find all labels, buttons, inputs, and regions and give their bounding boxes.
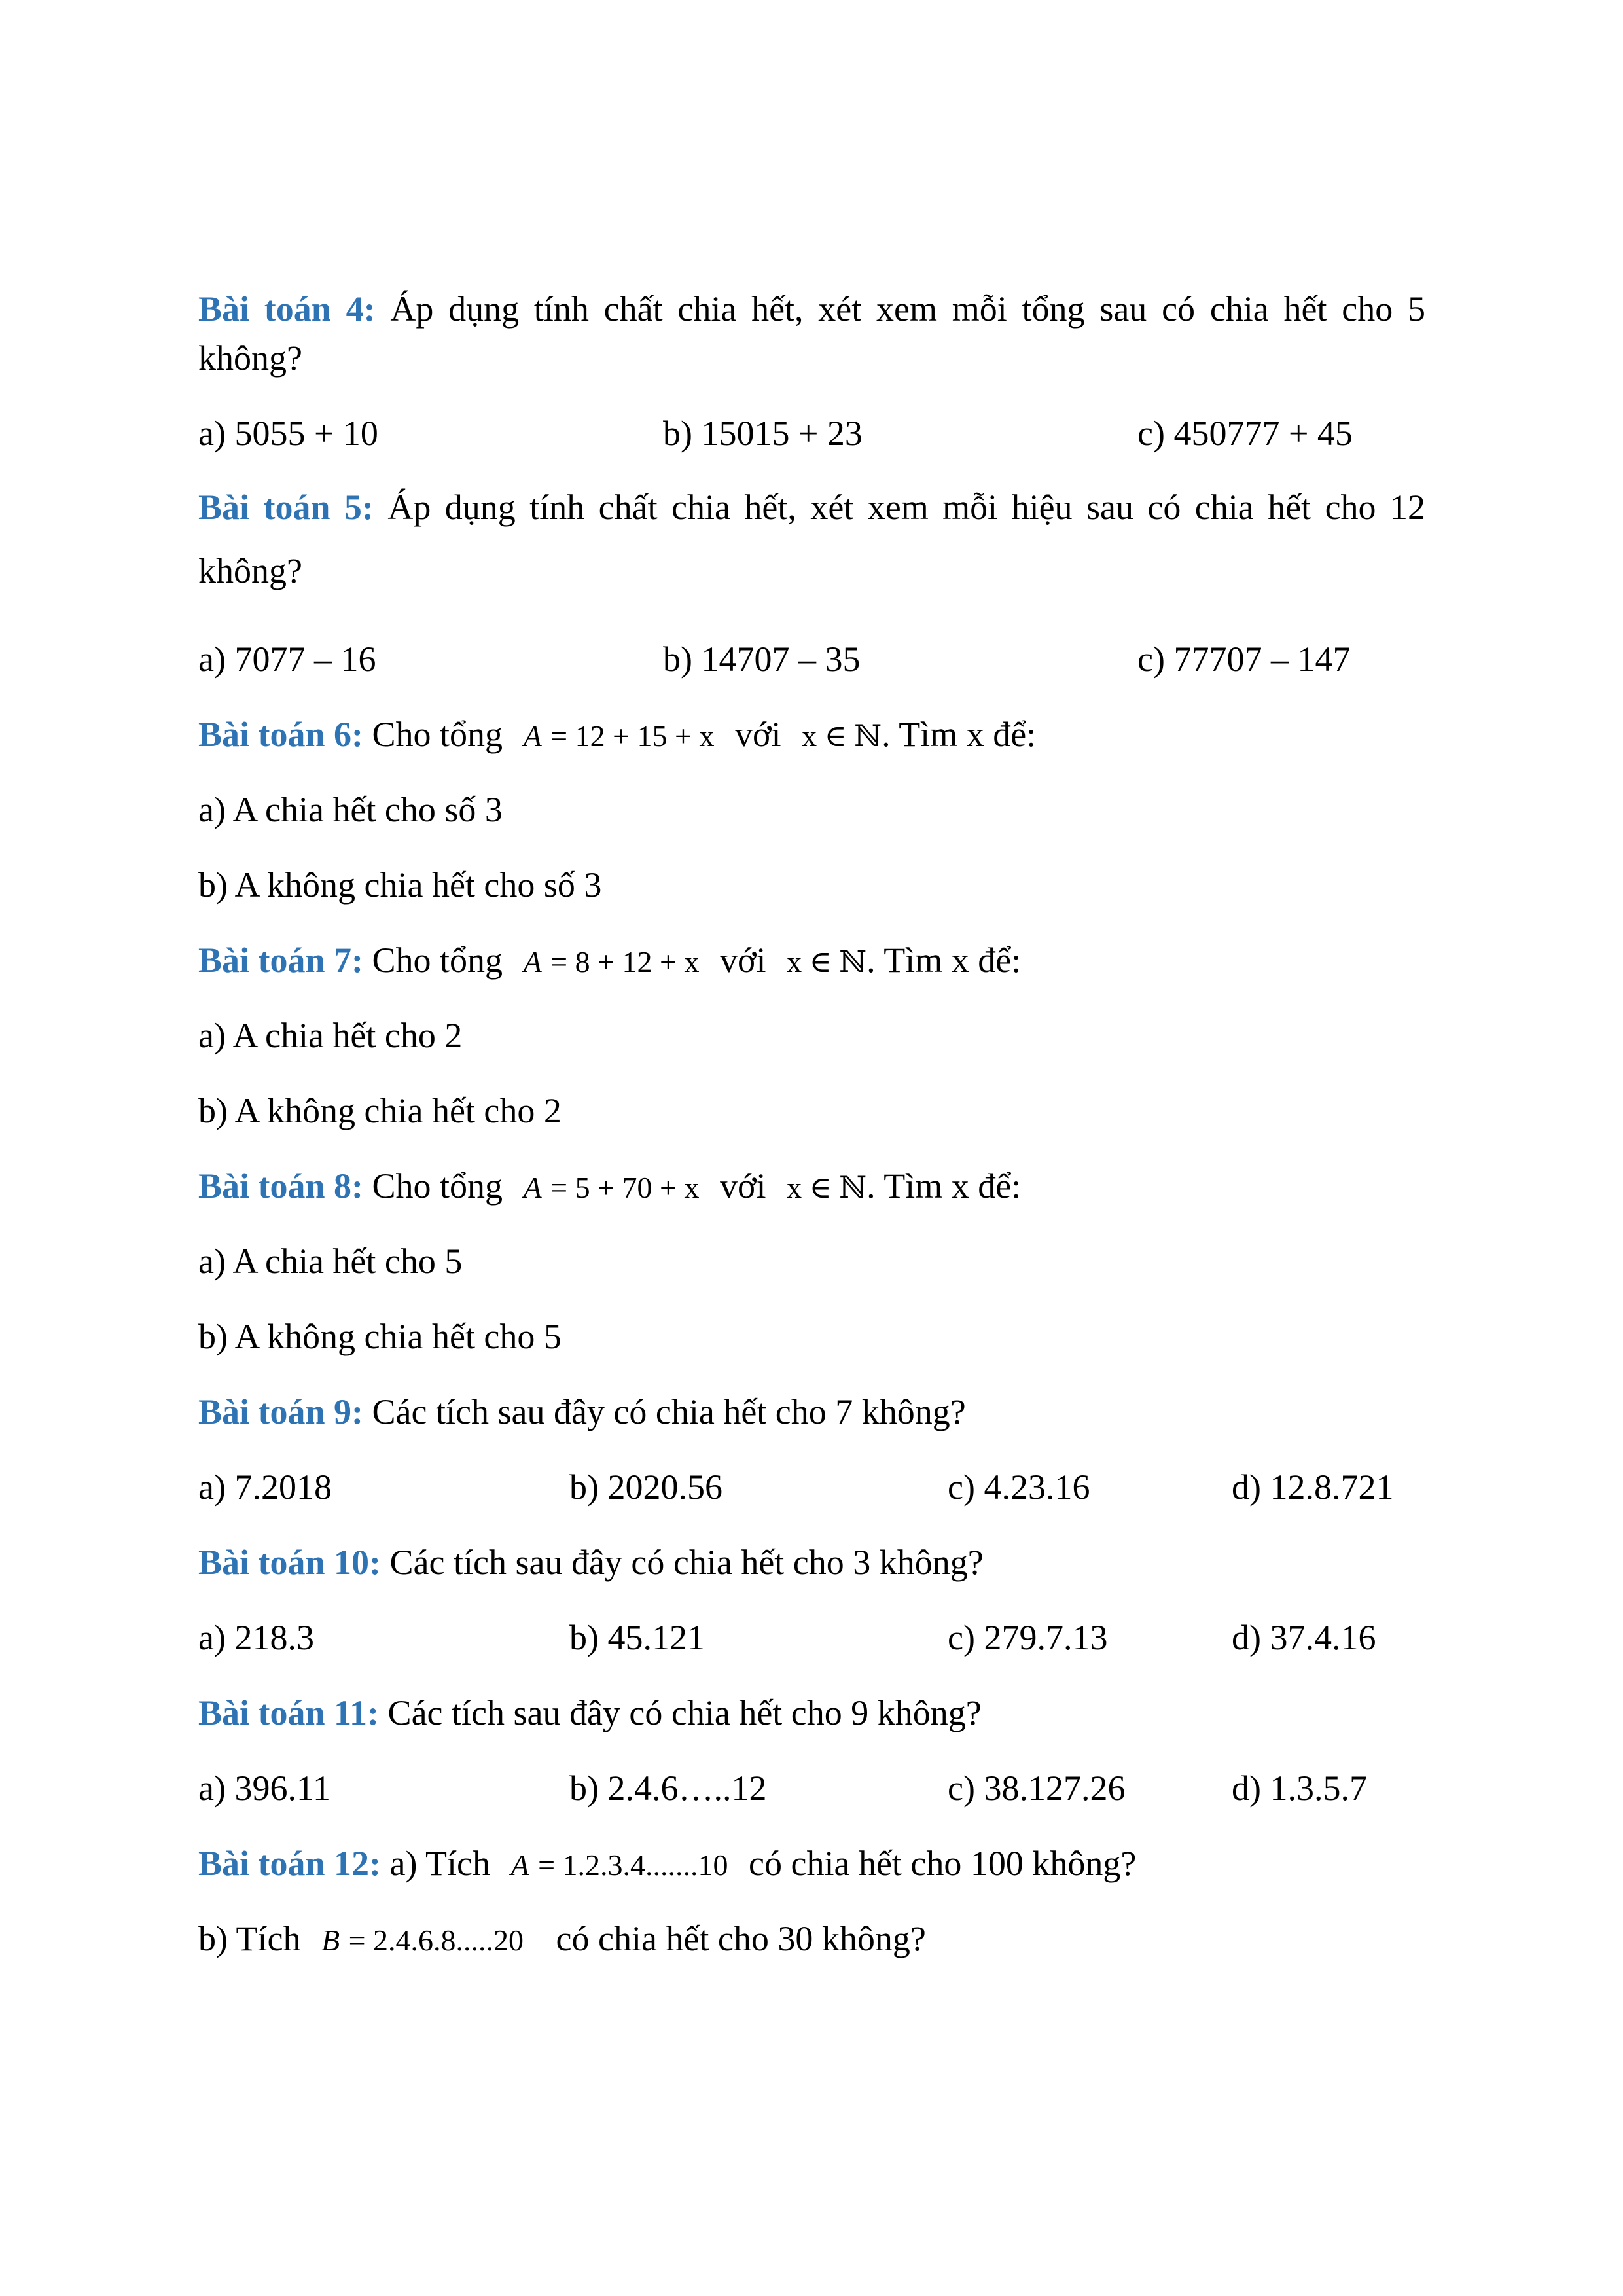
problem-5-text-cont: không? <box>198 551 302 590</box>
problem-12-a-prefix: a) Tích <box>389 1844 490 1883</box>
problem-8-condition: x ∈ ℕ <box>787 1171 867 1204</box>
problem-7-statement <box>198 939 1021 983</box>
problem-6-with: với <box>735 715 781 754</box>
problem-10-statement <box>198 1541 984 1583</box>
problem-4-option-b: b) 15015 + 23 <box>663 414 863 453</box>
problem-10-option-d: d) 37.4.16 <box>1232 1618 1376 1657</box>
problem-7-condition: x ∈ ℕ <box>787 945 867 978</box>
problem-12-a-formula: = 1.2.3.4.......10 <box>538 1848 728 1882</box>
problem-11-option-c: c) 38.127.26 <box>948 1768 1126 1808</box>
problem-6-condition: x ∈ ℕ <box>802 719 882 753</box>
problem-7-label: Bài toán 7: <box>198 941 364 980</box>
problem-10-option-b: b) 45.121 <box>569 1618 705 1657</box>
problem-12-b-prefix: b) Tích <box>198 1919 301 1958</box>
problem-7-part-a: a) A chia hết cho 2 <box>198 1016 463 1055</box>
problem-9-option-c: c) 4.23.16 <box>948 1467 1090 1507</box>
problem-10-option-a: a) 218.3 <box>198 1618 314 1657</box>
problem-9-option-d: d) 12.8.721 <box>1232 1467 1394 1507</box>
problem-12-b-suffix: có chia hết cho 30 không? <box>556 1919 926 1958</box>
problem-12-a-suffix: có chia hết cho 100 không? <box>749 1844 1137 1883</box>
problem-5-label: Bài toán 5: <box>198 488 374 527</box>
problem-6-formula-var: A <box>523 719 542 753</box>
problem-4-label: Bài toán 4: <box>198 289 376 329</box>
problem-7-with: với <box>720 941 766 980</box>
problem-12-a-var: A <box>510 1848 529 1882</box>
problem-8-part-b: b) A không chia hết cho 5 <box>198 1317 562 1356</box>
problem-12-b-var: B <box>321 1924 340 1957</box>
problem-6-formula: = 12 + 15 + x <box>550 719 715 753</box>
problem-8-statement <box>198 1165 1021 1209</box>
problem-11-label: Bài toán 11: <box>198 1693 380 1732</box>
problem-11-option-b: b) 2.4.6…..12 <box>569 1768 767 1808</box>
problem-9-label: Bài toán 9: <box>198 1392 364 1431</box>
problem-8-formula: = 5 + 70 + x <box>550 1171 700 1204</box>
problem-6-part-b: b) A không chia hết cho số 3 <box>198 865 602 905</box>
problem-6-prefix: Cho tổng <box>372 715 503 754</box>
problem-5-text: Áp dụng tính chất chia hết, xét xem mỗi hiệu sau có chia hết cho 12 <box>387 488 1425 527</box>
problem-6-label: Bài toán 6: <box>198 715 364 754</box>
problem-8-suffix: . Tìm x để: <box>866 1166 1022 1206</box>
problem-8-prefix: Cho tổng <box>372 1166 503 1206</box>
problem-4-option-c: c) 450777 + 45 <box>1137 414 1353 453</box>
problem-8-with: với <box>720 1166 766 1206</box>
problem-5-statement <box>198 486 1425 528</box>
problem-5-option-a: a) 7077 – 16 <box>198 639 376 679</box>
problem-7-suffix: . Tìm x để: <box>866 941 1022 980</box>
problem-8-part-a: a) A chia hết cho 5 <box>198 1242 463 1281</box>
problem-8-formula-var: A <box>523 1171 542 1204</box>
problem-7-formula: = 8 + 12 + x <box>550 945 700 978</box>
problem-5-option-b: b) 14707 – 35 <box>663 639 861 679</box>
problem-12-part-a <box>198 1842 1136 1886</box>
problem-11-text: Các tích sau đây có chia hết cho 9 không? <box>387 1693 982 1732</box>
problem-4-option-a: a) 5055 + 10 <box>198 414 378 453</box>
problem-11-option-d: d) 1.3.5.7 <box>1232 1768 1367 1808</box>
problem-10-text: Các tích sau đây có chia hết cho 3 không? <box>389 1543 984 1582</box>
problem-9-text: Các tích sau đây có chia hết cho 7 không? <box>372 1392 966 1431</box>
problem-7-formula-var: A <box>523 945 542 978</box>
problem-4-statement <box>198 288 1425 330</box>
problem-12-part-b <box>198 1918 926 1962</box>
problem-9-statement <box>198 1391 966 1433</box>
problem-10-option-c: c) 279.7.13 <box>948 1618 1108 1657</box>
problem-7-part-b: b) A không chia hết cho 2 <box>198 1091 562 1130</box>
problem-9-option-b: b) 2020.56 <box>569 1467 722 1507</box>
problem-12-label: Bài toán 12: <box>198 1844 382 1883</box>
problem-7-prefix: Cho tổng <box>372 941 503 980</box>
problem-8-label: Bài toán 8: <box>198 1166 364 1206</box>
problem-9-option-a: a) 7.2018 <box>198 1467 332 1507</box>
problem-12-b-formula: = 2.4.6.8.....20 <box>348 1924 524 1957</box>
problem-6-suffix: . Tìm x để: <box>882 715 1037 754</box>
problem-6-part-a: a) A chia hết cho số 3 <box>198 790 503 829</box>
problem-6-statement <box>198 713 1036 757</box>
problem-5-option-c: c) 77707 – 147 <box>1137 639 1351 679</box>
problem-4-text: Áp dụng tính chất chia hết, xét xem mỗi tổng sau có chia hết cho 5 <box>390 289 1425 329</box>
problem-4-text-cont: không? <box>198 338 302 378</box>
problem-11-option-a: a) 396.11 <box>198 1768 330 1808</box>
problem-10-label: Bài toán 10: <box>198 1543 382 1582</box>
problem-11-statement <box>198 1692 982 1734</box>
